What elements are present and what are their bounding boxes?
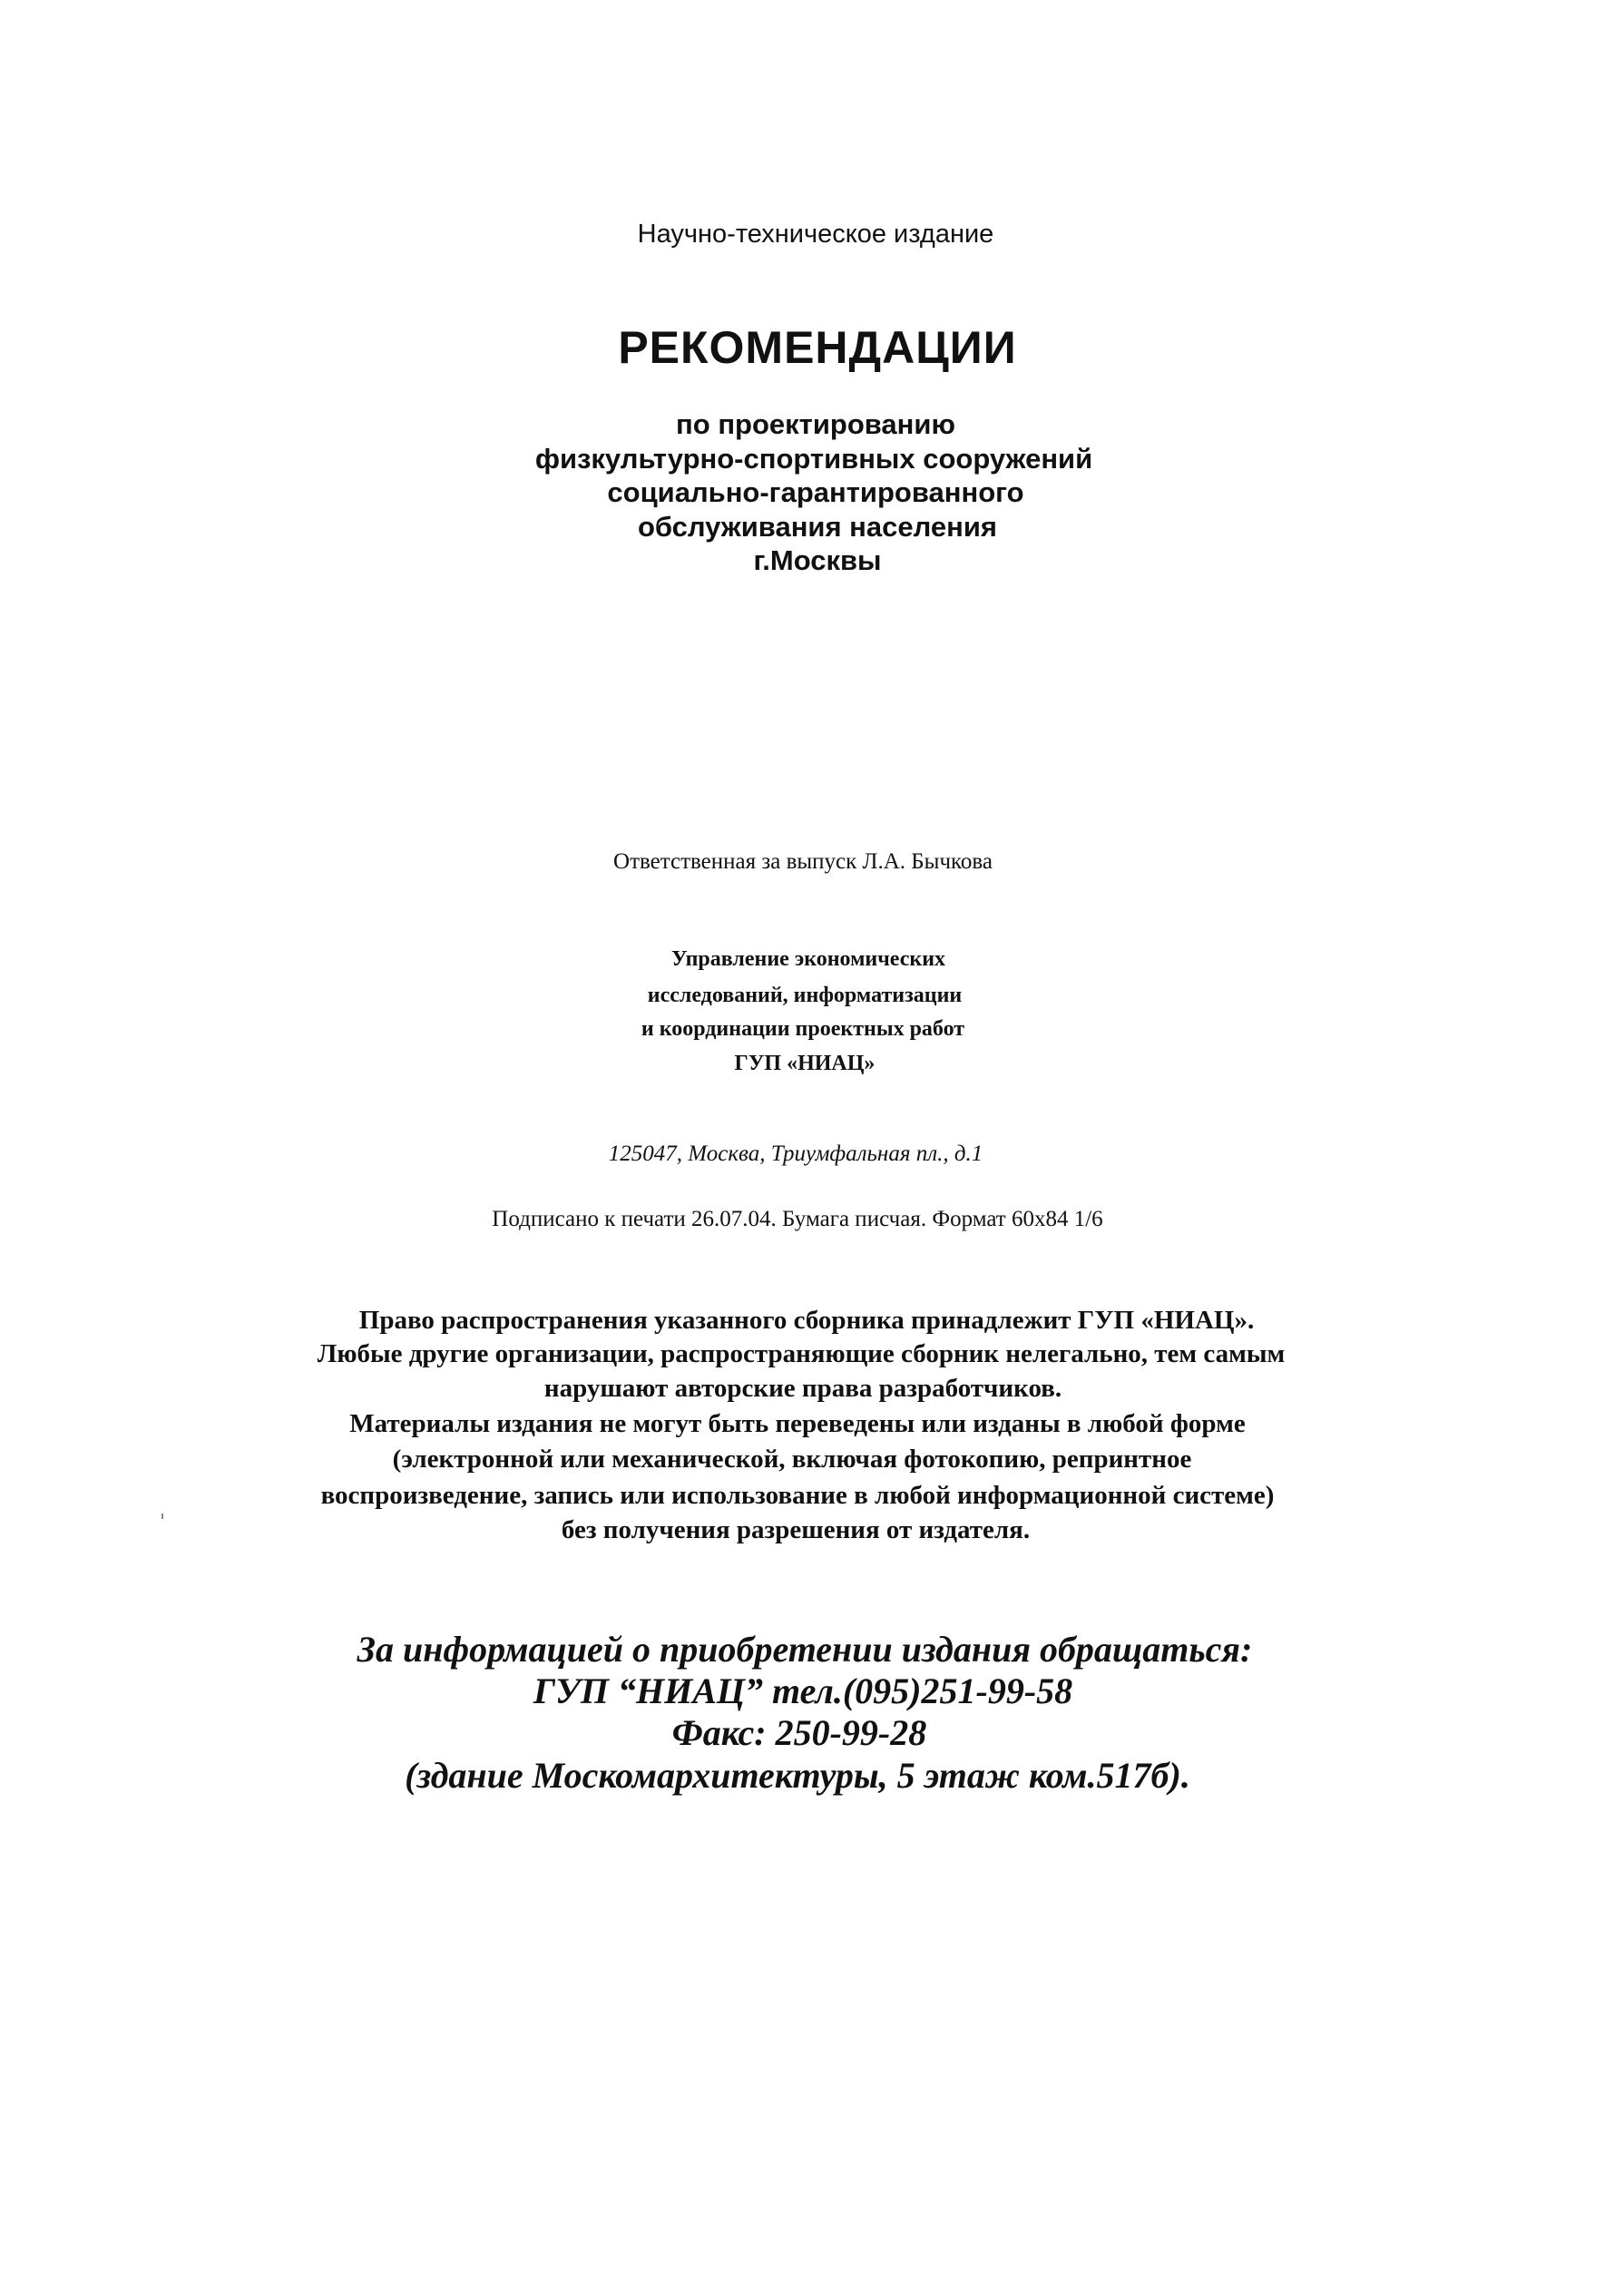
- rights-line: Материалы издания не могут быть переведены или изданы в любой форме: [349, 1409, 1246, 1438]
- contact-line: Факс: 250-99-28: [671, 1712, 927, 1753]
- subtitle-line: г.Москвы: [753, 544, 882, 576]
- contact-line: (здание Москомархитектуры, 5 этаж ком.517б).: [405, 1755, 1190, 1796]
- department-line: исследований, информатизации: [647, 984, 963, 1007]
- print-info: Подписано к печати 26.07.04. Бумага писчая. Формат 60x84 1/6: [492, 1207, 1103, 1231]
- rights-line: нарушают авторские права разработчиков.: [543, 1374, 1062, 1403]
- rights-line: (электронной или механической, включая фотокопию, репринтное: [392, 1445, 1192, 1474]
- edition-type: Научно-техническое издание: [637, 220, 994, 249]
- subtitle-line: социально-гарантированного: [607, 476, 1024, 508]
- department-line: и координации проектных работ: [641, 1017, 965, 1041]
- rights-line: воспроизведение, запись или использование в любой информационной системе): [320, 1481, 1275, 1510]
- rights-line: Любые другие организации, распространяющие сборник нелегально, тем самым: [317, 1339, 1286, 1368]
- rights-line: без получения разрешения от издателя.: [561, 1515, 1031, 1544]
- subtitle-line: физкультурно-спортивных сооружений: [534, 443, 1093, 475]
- contact-line: ГУП “НИАЦ” тел.(095)251-99-58: [533, 1670, 1073, 1711]
- contact-line: За информацией о приобретении издания обращаться:: [357, 1629, 1253, 1670]
- rights-line: Право распространения указанного сборника принадлежит ГУП «НИАЦ».: [358, 1306, 1255, 1335]
- scan-artifact: [161, 1514, 163, 1519]
- document-title: РЕКОМЕНДАЦИИ: [618, 322, 1017, 373]
- subtitle-line: обслуживания населения: [637, 511, 998, 543]
- department-line: ГУП «НИАЦ»: [734, 1052, 876, 1075]
- department-line: Управление экономических: [670, 947, 946, 971]
- responsible-editor: Ответственная за выпуск Л.А. Бычкова: [613, 849, 993, 874]
- subtitle-line: по проектированию: [676, 408, 955, 440]
- publisher-address: 125047, Москва, Триумфальная пл., д.1: [608, 1141, 983, 1166]
